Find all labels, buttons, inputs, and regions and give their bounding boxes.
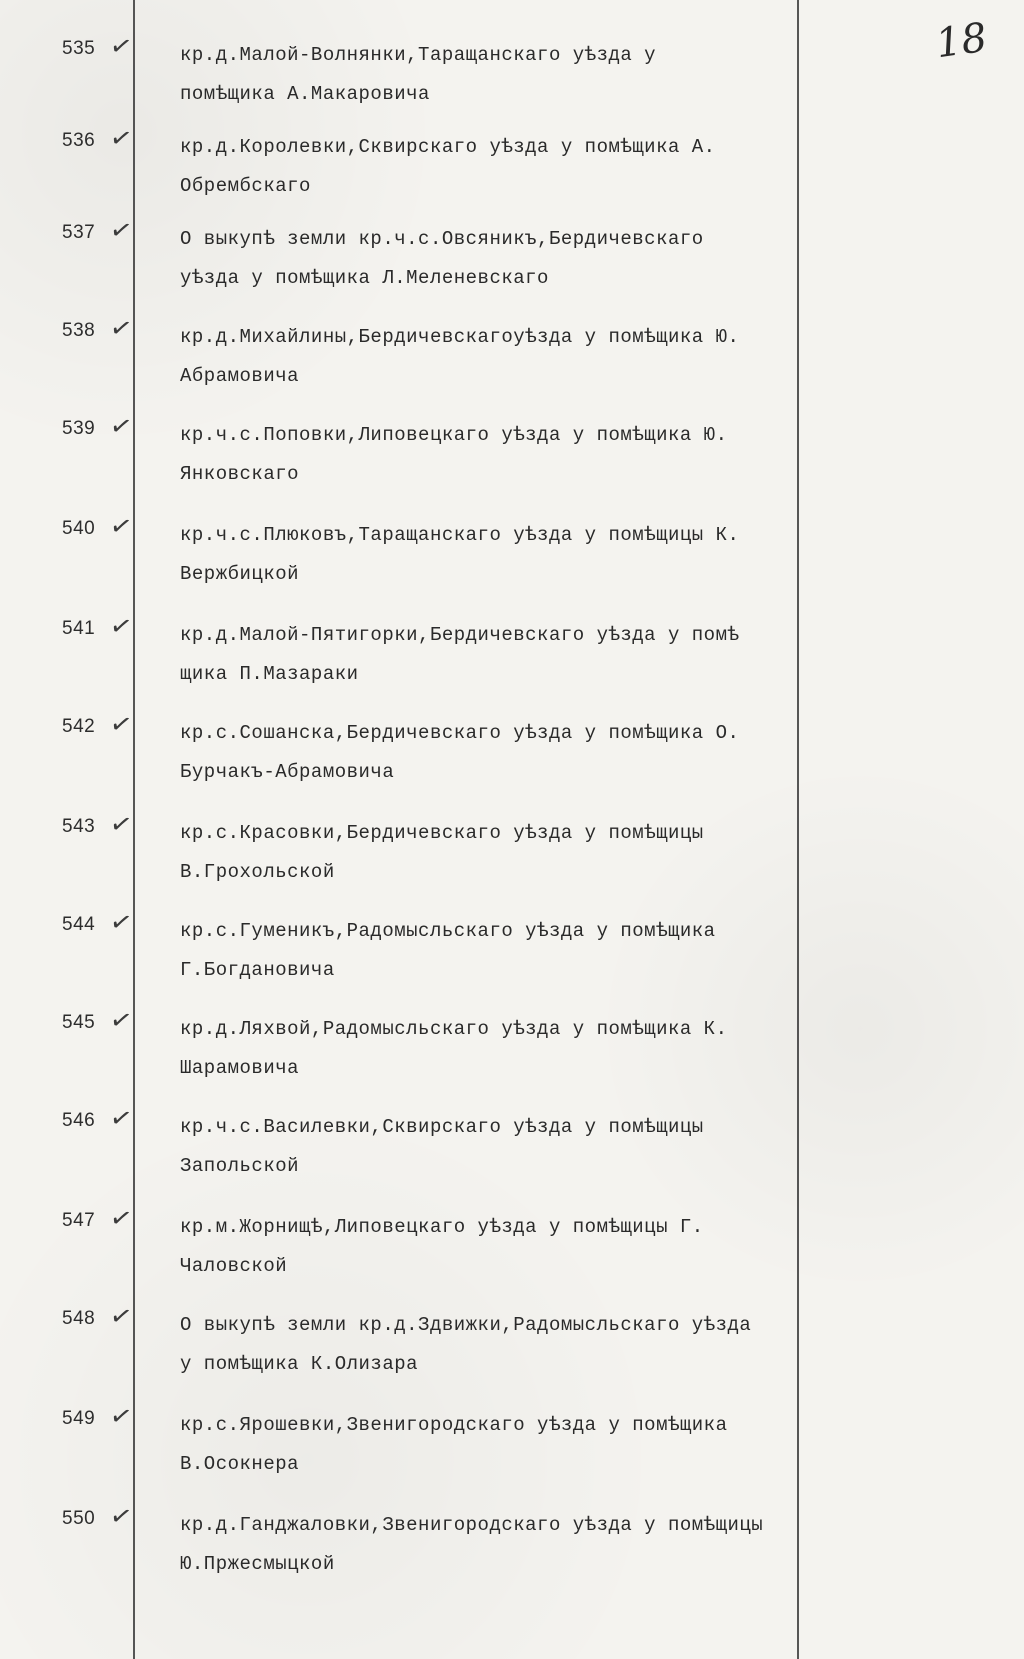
- entry-line-2: щика П.Мазараки: [180, 663, 359, 685]
- check-mark-icon: ✓: [107, 610, 135, 644]
- entry-text: [180, 1108, 785, 1186]
- entry-line-2: Обрембскаго: [180, 175, 311, 197]
- entry-line-1: О выкупѣ земли кр.д.Здвижки,Радомысльскаго уѣзда: [180, 1314, 752, 1336]
- entry-535: [0, 30, 1024, 136]
- entry-line-2: Ю.Пржесмыцкой: [180, 1553, 335, 1575]
- entry-line-2: В.Осокнера: [180, 1453, 300, 1475]
- entry-text: [180, 1506, 785, 1584]
- check-mark-icon: ✓: [107, 1500, 135, 1534]
- entry-547: [0, 1202, 1024, 1308]
- entry-number: 544: [62, 914, 96, 935]
- entry-text: [180, 616, 785, 694]
- entry-line-2: помѣщика А.Макаровича: [180, 83, 430, 105]
- check-mark-icon: ✓: [107, 30, 135, 64]
- entry-line-2: уѣзда у помѣщика Л.Меленевскаго: [180, 267, 549, 289]
- entry-text: [180, 516, 785, 594]
- entry-text: [180, 912, 785, 990]
- entry-number: 541: [62, 618, 96, 639]
- check-mark-icon: ✓: [107, 1004, 135, 1038]
- entry-line-1: кр.с.Ярошевки,Звенигородскаго уѣзда у помѣщика: [180, 1414, 728, 1436]
- entry-text: [180, 416, 785, 494]
- entry-number: 535: [62, 38, 96, 59]
- entry-line-1: кр.ч.с.Василевки,Сквирскаго уѣзда у помѣщицы: [180, 1116, 704, 1138]
- entry-541: [0, 610, 1024, 716]
- entry-538: [0, 312, 1024, 418]
- check-mark-icon: ✓: [107, 312, 135, 346]
- entry-549: [0, 1400, 1024, 1506]
- entry-line-1: кр.с.Гуменикъ,Радомысльскаго уѣзда у помѣщика: [180, 920, 716, 942]
- entry-line-1: кр.д.Малой-Волнянки,Таращанскаго уѣзда у: [180, 44, 657, 66]
- entry-line-2: Абрамовича: [180, 365, 300, 387]
- entry-548: [0, 1300, 1024, 1406]
- entry-line-1: кр.ч.с.Плюковъ,Таращанскаго уѣзда у помѣщицы К.: [180, 524, 740, 546]
- check-mark-icon: ✓: [107, 410, 135, 444]
- entry-line-2: Янковскаго: [180, 463, 300, 485]
- folio-number: 18: [933, 14, 990, 68]
- entry-text: [180, 220, 785, 298]
- entry-line-2: В.Грохольской: [180, 861, 335, 883]
- entry-line-2: Бурчакъ-Абрамовича: [180, 761, 395, 783]
- entry-number: 542: [62, 716, 96, 737]
- entry-number: 543: [62, 816, 96, 837]
- check-mark-icon: ✓: [107, 510, 135, 544]
- check-mark-icon: ✓: [107, 1300, 135, 1334]
- check-mark-icon: ✓: [107, 906, 135, 940]
- entry-number: 538: [62, 320, 96, 341]
- entry-line-1: кр.д.Королевки,Сквирскаго уѣзда у помѣщика А.: [180, 136, 716, 158]
- entry-line-1: кр.с.Красовки,Бердичевскаго уѣзда у помѣщицы: [180, 822, 704, 844]
- entry-542: [0, 708, 1024, 814]
- entry-line-1: кр.м.Жорнищѣ,Липовецкаго уѣзда у помѣщицы Г.: [180, 1216, 704, 1238]
- entry-number: 547: [62, 1210, 96, 1231]
- check-mark-icon: ✓: [107, 1400, 135, 1434]
- check-mark-icon: ✓: [107, 1102, 135, 1136]
- entry-text: [180, 318, 785, 396]
- entry-number: 545: [62, 1012, 96, 1033]
- entry-text: [180, 1306, 785, 1384]
- entry-number: 546: [62, 1110, 96, 1131]
- entry-line-1: кр.с.Сошанска,Бердичевскаго уѣзда у помѣщика О.: [180, 722, 740, 744]
- check-mark-icon: ✓: [107, 808, 135, 842]
- entry-540: [0, 510, 1024, 616]
- entry-line-2: Чаловской: [180, 1255, 288, 1277]
- entry-line-1: кр.д.Малой-Пятигорки,Бердичевскаго уѣзда у помѣ: [180, 624, 740, 646]
- entry-number: 548: [62, 1308, 96, 1329]
- entry-text: [180, 1406, 785, 1484]
- entry-line-1: кр.д.Михайлины,Бердичевскагоуѣзда у помѣщика Ю.: [180, 326, 740, 348]
- entry-line-2: Вержбицкой: [180, 563, 300, 585]
- entry-line-2: у помѣщика К.Олизара: [180, 1353, 419, 1375]
- entry-text: [180, 128, 785, 206]
- entry-line-2: Запольской: [180, 1155, 300, 1177]
- check-mark-icon: ✓: [107, 708, 135, 742]
- entry-537: [0, 214, 1024, 320]
- entry-text: [180, 1010, 785, 1088]
- entry-number: 549: [62, 1408, 96, 1429]
- entry-550: [0, 1500, 1024, 1606]
- entry-number: 539: [62, 418, 96, 439]
- entry-number: 540: [62, 518, 96, 539]
- entry-line-2: Шарамовича: [180, 1057, 300, 1079]
- entry-text: [180, 1208, 785, 1286]
- entry-number: 550: [62, 1508, 96, 1529]
- check-mark-icon: ✓: [107, 214, 135, 248]
- entry-line-2: Г.Богдановича: [180, 959, 335, 981]
- check-mark-icon: ✓: [107, 122, 135, 156]
- entry-text: [180, 714, 785, 792]
- entry-539: [0, 410, 1024, 516]
- entry-line-1: кр.д.Ляхвой,Радомысльскаго уѣзда у помѣщика К.: [180, 1018, 728, 1040]
- entry-line-1: кр.ч.с.Поповки,Липовецкаго уѣзда у помѣщика Ю.: [180, 424, 728, 446]
- entry-546: [0, 1102, 1024, 1208]
- entry-text: [180, 814, 785, 892]
- check-mark-icon: ✓: [107, 1202, 135, 1236]
- entry-545: [0, 1004, 1024, 1110]
- entry-543: [0, 808, 1024, 914]
- entry-544: [0, 906, 1024, 1012]
- entry-number: 536: [62, 130, 96, 151]
- entry-number: 537: [62, 222, 96, 243]
- entry-536: [0, 122, 1024, 228]
- entry-line-1: кр.д.Ганджаловки,Звенигородскаго уѣзда у помѣщицы: [180, 1514, 764, 1536]
- entry-line-1: О выкупѣ земли кр.ч.с.Овсяникъ,Бердичевскаго: [180, 228, 704, 250]
- entry-text: [180, 36, 785, 114]
